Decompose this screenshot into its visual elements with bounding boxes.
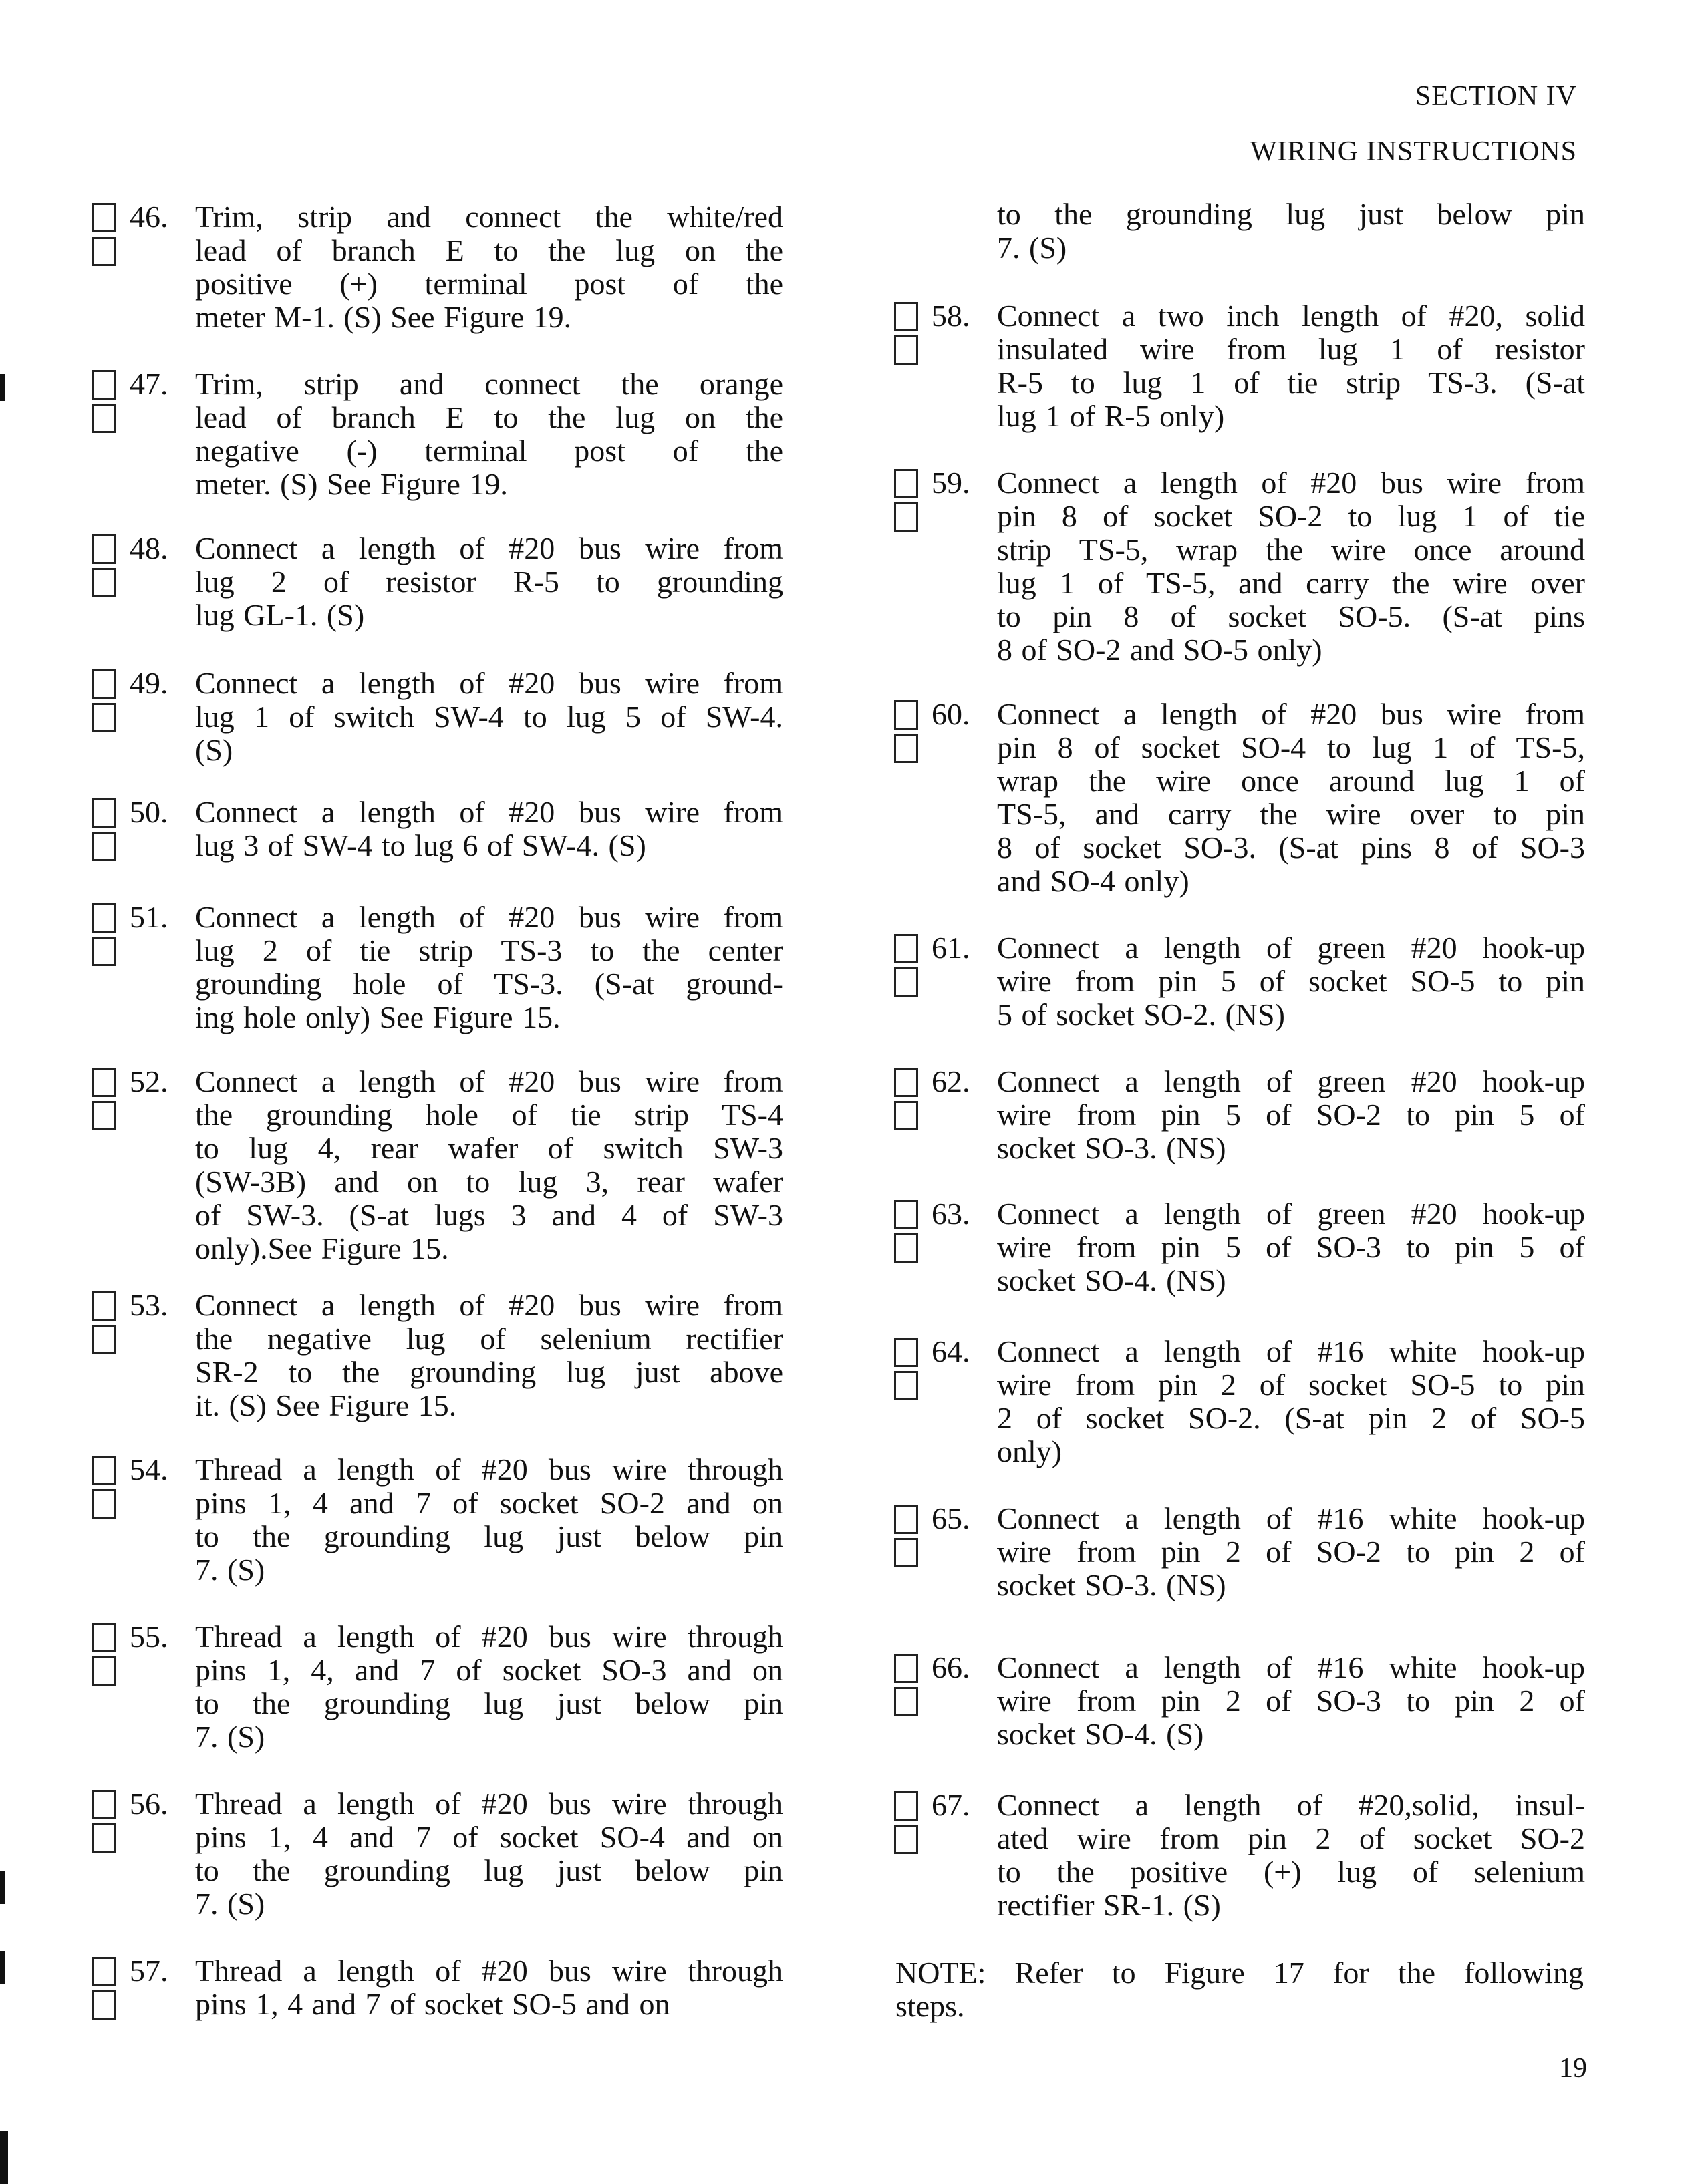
- text-line: wire from pin 5 of SO-3 to pin 5 of: [997, 1230, 1585, 1264]
- step-checkbox[interactable]: [92, 1623, 116, 1652]
- text-line: of SW-3. (S-at lugs 3 and 4 of SW-3: [195, 1198, 783, 1232]
- text-line: Connect a length of #16 white hook-up: [997, 1334, 1585, 1368]
- text-line: SR-2 to the grounding lug just above: [195, 1355, 783, 1389]
- text-line: 7. (S): [997, 230, 1067, 265]
- step-number: 55.: [130, 1619, 168, 1654]
- step-checkbox[interactable]: [92, 1790, 116, 1819]
- text-line: it. (S) See Figure 15.: [195, 1388, 457, 1422]
- text-line: (SW-3B) and on to lug 3, rear wafer: [195, 1164, 783, 1199]
- step-text: [195, 796, 783, 863]
- text-line: lug 1 of switch SW-4 to lug 5 of SW-4.: [195, 699, 783, 734]
- text-line: Connect a length of #20 bus wire from: [195, 531, 783, 565]
- scan-mark: [0, 1871, 5, 1904]
- text-line: 7. (S): [195, 1720, 265, 1754]
- step-text: [997, 1651, 1585, 1751]
- step-text: [195, 1620, 783, 1754]
- step-text: [195, 1954, 783, 2021]
- text-line: pins 1, 4 and 7 of socket SO-2 and on: [195, 1486, 783, 1520]
- step-checkbox[interactable]: [92, 903, 116, 933]
- page-number: 19: [1559, 2053, 1587, 2084]
- text-line: wire from pin 5 of socket SO-5 to pin: [997, 964, 1585, 998]
- text-line: to the grounding lug just below pin: [195, 1519, 783, 1553]
- step-number: 63.: [932, 1197, 970, 1231]
- text-line: Connect a length of #20 bus wire from: [997, 697, 1585, 731]
- text-line: to the grounding lug just below pin: [195, 1853, 783, 1887]
- text-line: to lug 4, rear wafer of switch SW-3: [195, 1131, 783, 1165]
- text-line: Thread a length of #20 bus wire through: [195, 1619, 783, 1654]
- text-line: strip TS-5, wrap the wire once around: [997, 532, 1585, 567]
- step-text: [997, 299, 1585, 433]
- step-checkbox-secondary[interactable]: [894, 734, 918, 763]
- step-checkbox[interactable]: [894, 700, 918, 730]
- text-line: grounding hole of TS-3. (S-at ground-: [195, 967, 783, 1001]
- text-line: 2 of socket SO-2. (S-at pin 2 of SO-5: [997, 1401, 1585, 1435]
- step-checkbox[interactable]: [92, 203, 116, 232]
- step-number: 61.: [932, 931, 970, 965]
- step-checkbox-secondary[interactable]: [92, 404, 116, 433]
- text-line: Connect a length of #20 bus wire from: [195, 1064, 783, 1098]
- step-checkbox[interactable]: [894, 1338, 918, 1367]
- step-checkbox-secondary[interactable]: [894, 1233, 918, 1263]
- step-checkbox[interactable]: [894, 1791, 918, 1821]
- step-number: 58.: [932, 299, 970, 333]
- step-checkbox-secondary[interactable]: [894, 1687, 918, 1716]
- text-line: TS-5, and carry the wire over to pin: [997, 797, 1585, 831]
- step-text: [195, 1453, 783, 1587]
- step-checkbox-secondary[interactable]: [894, 335, 918, 365]
- step-checkbox-secondary[interactable]: [894, 1538, 918, 1567]
- text-line: socket SO-4. (NS): [997, 1263, 1226, 1297]
- text-line: lug 1 of R-5 only): [997, 399, 1225, 433]
- step-checkbox-secondary[interactable]: [92, 1101, 116, 1130]
- step-text: [997, 697, 1585, 898]
- section-label: SECTION IV: [1415, 81, 1577, 112]
- text-line: wire from pin 5 of SO-2 to pin 5 of: [997, 1098, 1585, 1132]
- step-text: [195, 532, 783, 632]
- step-checkbox[interactable]: [894, 934, 918, 963]
- text-line: rectifier SR-1. (S): [997, 1888, 1221, 1922]
- step-text: [997, 1335, 1585, 1468]
- text-line: 5 of socket SO-2. (NS): [997, 997, 1285, 1032]
- text-line: wire from pin 2 of SO-3 to pin 2 of: [997, 1684, 1585, 1718]
- step-checkbox-secondary[interactable]: [92, 1489, 116, 1519]
- step-number: 65.: [932, 1501, 970, 1535]
- text-line: socket SO-4. (S): [997, 1717, 1204, 1751]
- step-text: [997, 1197, 1585, 1297]
- text-line: 7. (S): [195, 1887, 265, 1921]
- step-checkbox[interactable]: [92, 1957, 116, 1986]
- text-line: Trim, strip and connect the white/red: [195, 200, 783, 234]
- step-checkbox[interactable]: [894, 1068, 918, 1097]
- text-line: Connect a length of #20 bus wire from: [195, 900, 783, 934]
- text-line: lug 1 of TS-5, and carry the wire over: [997, 566, 1585, 600]
- step-number: 67.: [932, 1788, 970, 1822]
- text-line: the grounding hole of tie strip TS-4: [195, 1098, 783, 1132]
- scan-mark: [0, 374, 5, 401]
- text-line: (S): [195, 733, 233, 767]
- step-checkbox-secondary[interactable]: [92, 832, 116, 861]
- step-checkbox[interactable]: [92, 1291, 116, 1321]
- step-checkbox-secondary[interactable]: [894, 967, 918, 997]
- text-line: 8 of SO-2 and SO-5 only): [997, 633, 1322, 667]
- step-checkbox[interactable]: [92, 1456, 116, 1485]
- step-checkbox-secondary[interactable]: [894, 1825, 918, 1854]
- step-number: 59.: [932, 466, 970, 500]
- step-checkbox-secondary[interactable]: [92, 568, 116, 597]
- step-text: [997, 466, 1585, 667]
- text-line: Connect a length of green #20 hook-up: [997, 1064, 1585, 1098]
- text-line: pins 1, 4, and 7 of socket SO-3 and on: [195, 1653, 783, 1687]
- text-line: Connect a length of #20 bus wire from: [997, 466, 1585, 500]
- text-line: lug 2 of tie strip TS-3 to the center: [195, 933, 783, 967]
- section-title: WIRING INSTRUCTIONS: [1250, 136, 1577, 167]
- text-line: Connect a length of green #20 hook-up: [997, 931, 1585, 965]
- step-checkbox[interactable]: [894, 1505, 918, 1534]
- text-line: lead of branch E to the lug on the: [195, 233, 783, 267]
- text-line: socket SO-3. (NS): [997, 1131, 1226, 1165]
- text-line: pin 8 of socket SO-4 to lug 1 of TS-5,: [997, 730, 1585, 764]
- step-checkbox-secondary[interactable]: [894, 1371, 918, 1400]
- text-line: pins 1, 4 and 7 of socket SO-5 and on: [195, 1987, 670, 2021]
- text-line: only): [997, 1434, 1062, 1468]
- step-text: [195, 901, 783, 1034]
- step-number: 47.: [130, 367, 168, 401]
- step-number: 46.: [130, 200, 168, 234]
- text-line: Connect a length of #16 white hook-up: [997, 1501, 1585, 1535]
- text-line: the negative lug of selenium rectifier: [195, 1321, 783, 1356]
- note-line: steps.: [895, 1989, 965, 2023]
- step-number: 50.: [130, 795, 168, 829]
- note-line: NOTE: Refer to Figure 17 for the following: [895, 1956, 1584, 1990]
- text-line: Thread a length of #20 bus wire through: [195, 1954, 783, 1988]
- step-checkbox-secondary[interactable]: [92, 1656, 116, 1686]
- step-text: [195, 667, 783, 767]
- step-text: [195, 367, 783, 501]
- step-text: [997, 1065, 1585, 1165]
- step-number: 57.: [130, 1954, 168, 1988]
- text-line: 8 of socket SO-3. (S-at pins 8 of SO-3: [997, 830, 1585, 865]
- step-checkbox[interactable]: [92, 798, 116, 828]
- step-checkbox[interactable]: [894, 302, 918, 331]
- step-checkbox-secondary[interactable]: [92, 237, 116, 266]
- step-number: 64.: [932, 1334, 970, 1368]
- scan-mark: [0, 2131, 8, 2184]
- text-line: wrap the wire once around lug 1 of: [997, 764, 1585, 798]
- step-checkbox[interactable]: [894, 469, 918, 498]
- text-line: Connect a length of #16 white hook-up: [997, 1650, 1585, 1684]
- step-text: [997, 1788, 1585, 1922]
- text-line: to the grounding lug just below pin: [195, 1686, 783, 1720]
- text-line: pin 8 of socket SO-2 to lug 1 of tie: [997, 499, 1585, 533]
- scan-mark: [0, 1951, 5, 1984]
- text-line: ing hole only) See Figure 15.: [195, 1000, 561, 1034]
- step-number: 53.: [130, 1288, 168, 1322]
- step-checkbox-secondary[interactable]: [894, 1101, 918, 1130]
- text-line: lug GL-1. (S): [195, 598, 365, 632]
- step-checkbox-secondary[interactable]: [92, 1823, 116, 1853]
- text-line: Connect a length of #20,solid, insul-: [997, 1788, 1585, 1822]
- step-number: 48.: [130, 531, 168, 565]
- step-text: [195, 200, 783, 334]
- step-number: 52.: [130, 1064, 168, 1098]
- step-checkbox-secondary[interactable]: [92, 1325, 116, 1354]
- text-line: Connect a length of #20 bus wire from: [195, 795, 783, 829]
- step-text: [195, 1787, 783, 1921]
- step-checkbox[interactable]: [92, 370, 116, 400]
- step-checkbox[interactable]: [92, 1068, 116, 1097]
- step-number: 62.: [932, 1064, 970, 1098]
- text-line: ated wire from pin 2 of socket SO-2: [997, 1821, 1585, 1855]
- text-line: meter. (S) See Figure 19.: [195, 467, 508, 501]
- step-checkbox-secondary[interactable]: [92, 703, 116, 732]
- text-line: socket SO-3. (NS): [997, 1568, 1226, 1602]
- step-text: [997, 198, 1585, 265]
- text-line: Thread a length of #20 bus wire through: [195, 1452, 783, 1487]
- step-checkbox[interactable]: [92, 669, 116, 699]
- text-line: wire from pin 2 of SO-2 to pin 2 of: [997, 1535, 1585, 1569]
- text-line: meter M-1. (S) See Figure 19.: [195, 300, 572, 334]
- text-line: lug 2 of resistor R-5 to grounding: [195, 565, 783, 599]
- text-line: insulated wire from lug 1 of resistor: [997, 332, 1585, 366]
- step-number: 51.: [130, 900, 168, 934]
- step-number: 60.: [932, 697, 970, 731]
- text-line: and SO-4 only): [997, 864, 1189, 898]
- step-number: 54.: [130, 1452, 168, 1487]
- step-number: 66.: [932, 1650, 970, 1684]
- step-checkbox-secondary[interactable]: [92, 1990, 116, 2020]
- text-line: Trim, strip and connect the orange: [195, 367, 783, 401]
- step-number: 49.: [130, 666, 168, 700]
- step-checkbox[interactable]: [894, 1654, 918, 1683]
- text-line: negative (-) terminal post of the: [195, 434, 783, 468]
- step-text: [997, 931, 1585, 1032]
- step-checkbox[interactable]: [894, 1200, 918, 1229]
- note: [895, 1956, 1584, 2023]
- text-line: Connect a length of #20 bus wire from: [195, 666, 783, 700]
- step-text: [195, 1065, 783, 1265]
- step-number: 56.: [130, 1786, 168, 1821]
- text-line: R-5 to lug 1 of tie strip TS-3. (S-at: [997, 365, 1585, 400]
- text-line: Connect a two inch length of #20, solid: [997, 299, 1585, 333]
- step-checkbox-secondary[interactable]: [894, 502, 918, 532]
- text-line: Thread a length of #20 bus wire through: [195, 1786, 783, 1821]
- text-line: to the grounding lug just below pin: [997, 197, 1585, 231]
- text-line: Connect a length of #20 bus wire from: [195, 1288, 783, 1322]
- step-text: [195, 1289, 783, 1422]
- step-text: [997, 1502, 1585, 1602]
- text-line: lead of branch E to the lug on the: [195, 400, 783, 434]
- text-line: lug 3 of SW-4 to lug 6 of SW-4. (S): [195, 828, 646, 863]
- text-line: only).See Figure 15.: [195, 1231, 449, 1265]
- step-checkbox[interactable]: [92, 534, 116, 564]
- text-line: positive (+) terminal post of the: [195, 267, 783, 301]
- text-line: wire from pin 2 of socket SO-5 to pin: [997, 1368, 1585, 1402]
- text-line: 7. (S): [195, 1553, 265, 1587]
- text-line: Connect a length of green #20 hook-up: [997, 1197, 1585, 1231]
- text-line: pins 1, 4 and 7 of socket SO-4 and on: [195, 1820, 783, 1854]
- text-line: to pin 8 of socket SO-5. (S-at pins: [997, 599, 1585, 633]
- text-line: to the positive (+) lug of selenium: [997, 1855, 1585, 1889]
- step-checkbox-secondary[interactable]: [92, 937, 116, 966]
